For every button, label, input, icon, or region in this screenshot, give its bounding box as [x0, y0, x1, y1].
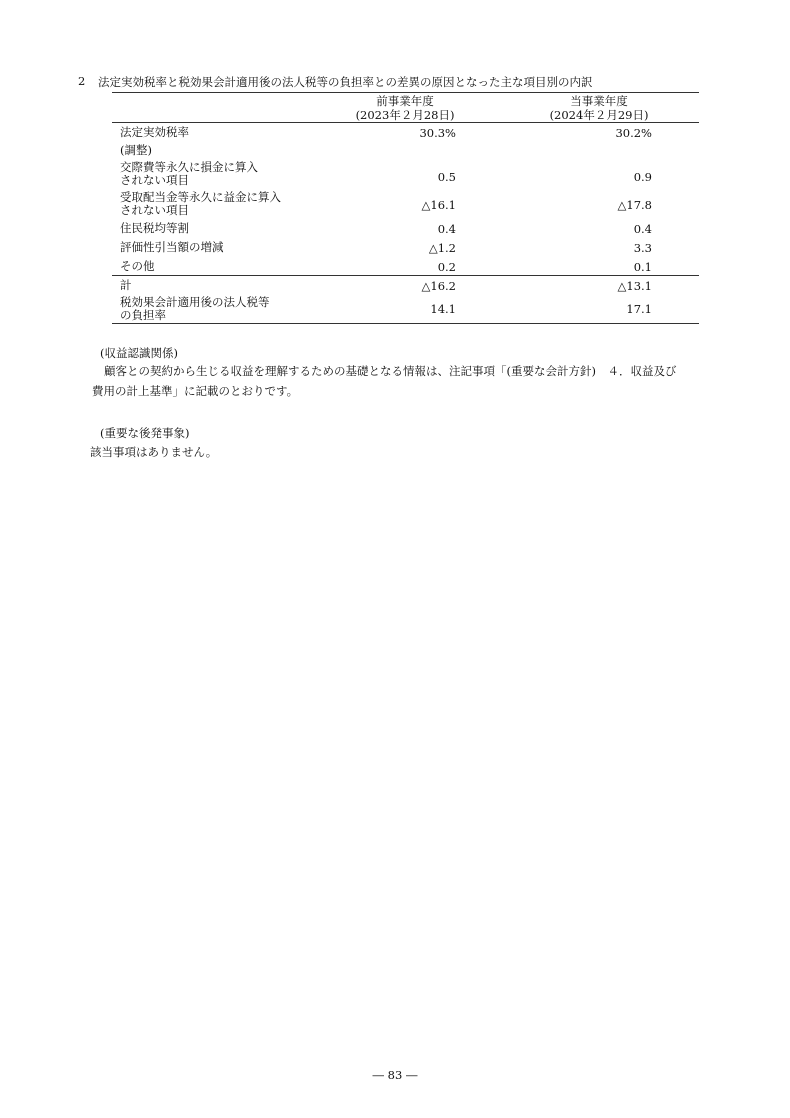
table-cell-prev: △16.2	[421, 279, 456, 293]
column-header-prev-period: (2023年２月28日)	[355, 108, 455, 122]
table-cell-prev: 0.2	[437, 260, 456, 274]
page-number: ― 83 ―	[372, 1068, 418, 1082]
subsequent-body: 該当事項はありません。	[90, 445, 218, 459]
table-cell-prev: 0.5	[437, 170, 456, 184]
table-cell-curr: 0.4	[633, 222, 652, 236]
table-cell-curr: 0.1	[633, 260, 652, 274]
table-row-label: 法定実効税率	[120, 125, 189, 139]
table-cell-curr: 17.1	[626, 302, 652, 316]
table-header-rule	[112, 122, 699, 123]
table-row-label	[120, 161, 258, 187]
table-row-label	[120, 296, 270, 322]
table-row-label: 住民税均等割	[120, 221, 189, 235]
revenue-body-line2: 費用の計上基準」に記載のとおりです。	[92, 384, 299, 398]
table-row-label-line1: 税効果会計適用後の法人税等	[120, 295, 270, 309]
table-row-label-line2: の負担率	[120, 308, 166, 322]
revenue-heading: (収益認識関係)	[100, 346, 178, 360]
table-row-label: 計	[120, 278, 132, 292]
table-row-label: その他	[120, 259, 155, 273]
column-header-curr-period: (2024年２月29日)	[549, 108, 649, 122]
table-cell-curr: △17.8	[617, 198, 652, 212]
table-top-rule	[112, 92, 699, 93]
table-cell-prev: 30.3%	[419, 126, 456, 140]
table-row-label	[120, 191, 281, 217]
table-cell-curr: 30.2%	[615, 126, 652, 140]
table-cell-prev: △1.2	[428, 241, 456, 255]
table-row-label-line1: 受取配当金等永久に益金に算入	[120, 190, 281, 204]
table-cell-curr: 3.3	[633, 241, 652, 255]
table-row-label-line1: 交際費等永久に損金に算入	[120, 160, 258, 174]
table-cell-prev: 14.1	[430, 302, 456, 316]
table-cell-prev: △16.1	[421, 198, 456, 212]
table-row-label: 評価性引当額の増減	[120, 240, 224, 254]
column-header-curr-title: 当事業年度	[570, 94, 628, 108]
revenue-body-line1: 顧客との契約から生じる収益を理解するための基礎となる情報は、注記事項「(重要な会計方針) ４．収益及び	[104, 364, 677, 378]
subsequent-heading: (重要な後発事象)	[100, 426, 190, 440]
column-header-prev	[330, 94, 480, 122]
table-row-label-line2: されない項目	[120, 173, 189, 187]
table-row-label-line2: されない項目	[120, 203, 189, 217]
table-row-label: (調整)	[120, 143, 152, 157]
table-subtotal-rule	[112, 275, 699, 276]
section-number: 2	[78, 74, 86, 88]
table-cell-prev: 0.4	[437, 222, 456, 236]
column-header-prev-title: 前事業年度	[376, 94, 434, 108]
column-header-curr	[524, 94, 674, 122]
table-bottom-rule	[112, 323, 699, 324]
table-cell-curr: 0.9	[633, 170, 652, 184]
table-cell-curr: △13.1	[617, 279, 652, 293]
section-title: 法定実効税率と税効果会計適用後の法人税等の負担率との差異の原因となった主な項目別の内訳	[98, 75, 593, 89]
